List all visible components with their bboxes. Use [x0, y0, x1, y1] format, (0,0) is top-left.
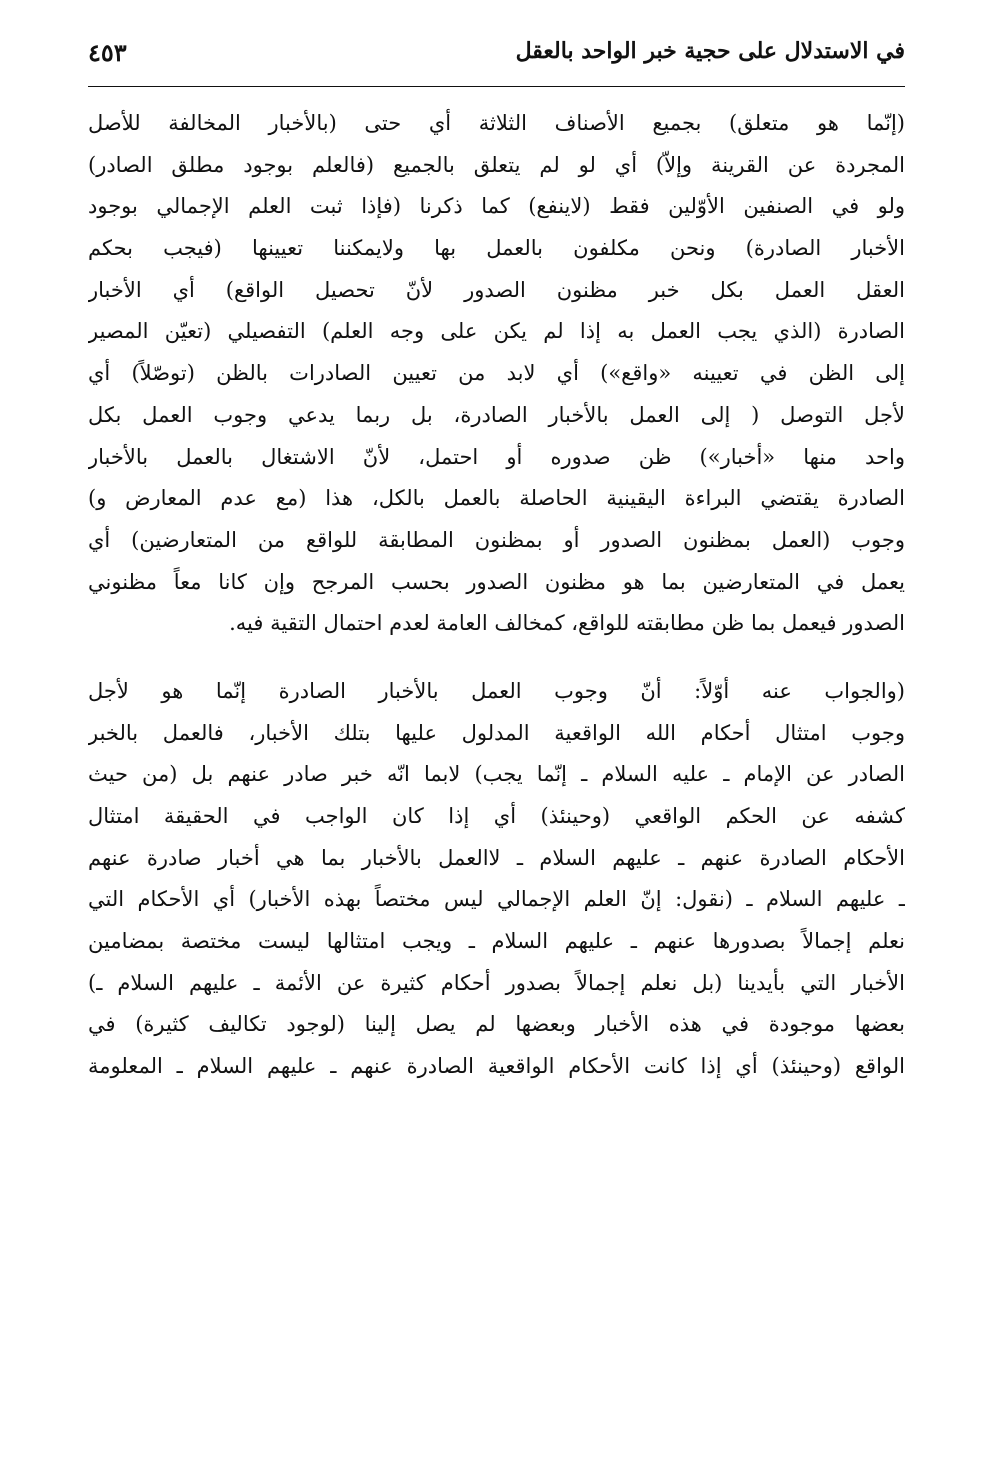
- paragraph-2: [88, 671, 905, 1088]
- text-line: الصادرة (الذي يجب العمل به إذا لم يكن على وجه العلم) التفصيلي (تعيّن المصير: [88, 319, 905, 344]
- text-line: كشفه عن الحكم الواقعي (وحينئذ) أي إذا كان الواجب في الحقيقة امتثال: [88, 804, 905, 828]
- text-line: الأحكام الصادرة عنهم ـ عليهم السلام ـ لاالعمل بالأخبار بما هي أخبار صادرة عنهم: [88, 845, 905, 870]
- text-line: الأخبار الصادرة) ونحن مكلفون بالعمل بها ولايمكننا تعيينها (فيجب بحكم: [88, 236, 905, 261]
- text-line: الصادر عن الإمام ـ عليه السلام ـ إنّما يجب) لابما انّه خبر صادر عنهم بل (من حيث: [88, 762, 905, 787]
- body-text: [88, 103, 905, 1088]
- text-line: العقل العمل بكل خبر مظنون الصدور لأنّ تحصيل الواقع) أي الأخبار: [88, 277, 905, 302]
- text-line: إلى الظن في تعيينه «واقع») أي لابد من تعيين الصادرات بالظن (توصّلاً) أي: [88, 361, 905, 386]
- paragraph-gap: [88, 645, 905, 671]
- text-line: نعلم إجمالاً بصدورها عنهم ـ عليهم السلام ـ ويجب امتثالها ليست مختصة بمضامين: [88, 929, 905, 954]
- text-line: الأخبار التي بأيدينا (بل نعلم إجمالاً بصدور أحكام كثيرة عن الأئمة ـ عليهم السلام ـ): [88, 970, 905, 995]
- text-line: المجردة عن القرينة وإلاّ) أي لو لم يتعلق بالجميع (فالعلم بوجود مطلق الصادر): [88, 152, 905, 177]
- text-line: (إنّما هو متعلق) بجميع الأصناف الثلاثة أي حتى (بالأخبار المخالفة للأصل: [88, 111, 905, 135]
- text-line: وجوب (العمل بمظنون الصدور أو بمظنون المطابقة للواقع من المتعارضين) أي: [88, 527, 905, 552]
- text-line: الصادرة يقتضي البراءة اليقينية الحاصلة بالعمل بالكل، هذا (مع عدم المعارض و): [88, 486, 905, 511]
- text-line: لأجل التوصل ( إلى العمل بالأخبار الصادرة، بل ربما يدعي وجوب العمل بكل: [88, 402, 905, 427]
- text-line: الواقع (وحينئذ) أي إذا كانت الأحكام الواقعية الصادرة عنهم ـ عليهم السلام ـ المعلومة: [88, 1054, 905, 1079]
- text-line: (والجواب عنه أوّلاً: أنّ وجوب العمل بالأخبار الصادرة إنّما هو لأجل: [88, 678, 905, 703]
- text-line: واحد منها «أخبار») ظن صدوره أو احتمل، لأنّ الاشتغال بالعمل بالأخبار: [88, 444, 905, 469]
- header-rule: [88, 86, 905, 87]
- text-line: ولو في الصنفين الأوّلين فقط (لاينفع) كما ذكرنا (فإذا ثبت العلم الإجمالي بوجود: [88, 194, 905, 219]
- paragraph-1: [88, 103, 905, 645]
- text-line: ـ عليهم السلام ـ (نقول: إنّ العلم الإجمالي ليس مختصاً بهذه الأخبار) أي الأحكام التي: [88, 887, 905, 912]
- text-line: وجوب امتثال أحكام الله الواقعية المدلول عليها بتلك الأخبار، فالعمل بالخبر: [88, 720, 905, 745]
- text-line: الصدور فيعمل بما ظن مطابقته للواقع، كمخالف العامة لعدم احتمال التقية فيه.: [229, 611, 905, 636]
- running-title: في الاستدلال على حجية خبر الواحد بالعقل: [515, 38, 905, 64]
- page-header: [88, 30, 905, 86]
- page-number: ٤٥٣: [88, 38, 127, 67]
- text-line: بعضها موجودة في هذه الأخبار وبعضها لم يصل إلينا (لوجود تكاليف كثيرة) في: [88, 1012, 905, 1037]
- text-line: يعمل في المتعارضين بما هو مظنون الصدور بحسب المرجح وإن كانا معاً مظنوني: [88, 569, 905, 594]
